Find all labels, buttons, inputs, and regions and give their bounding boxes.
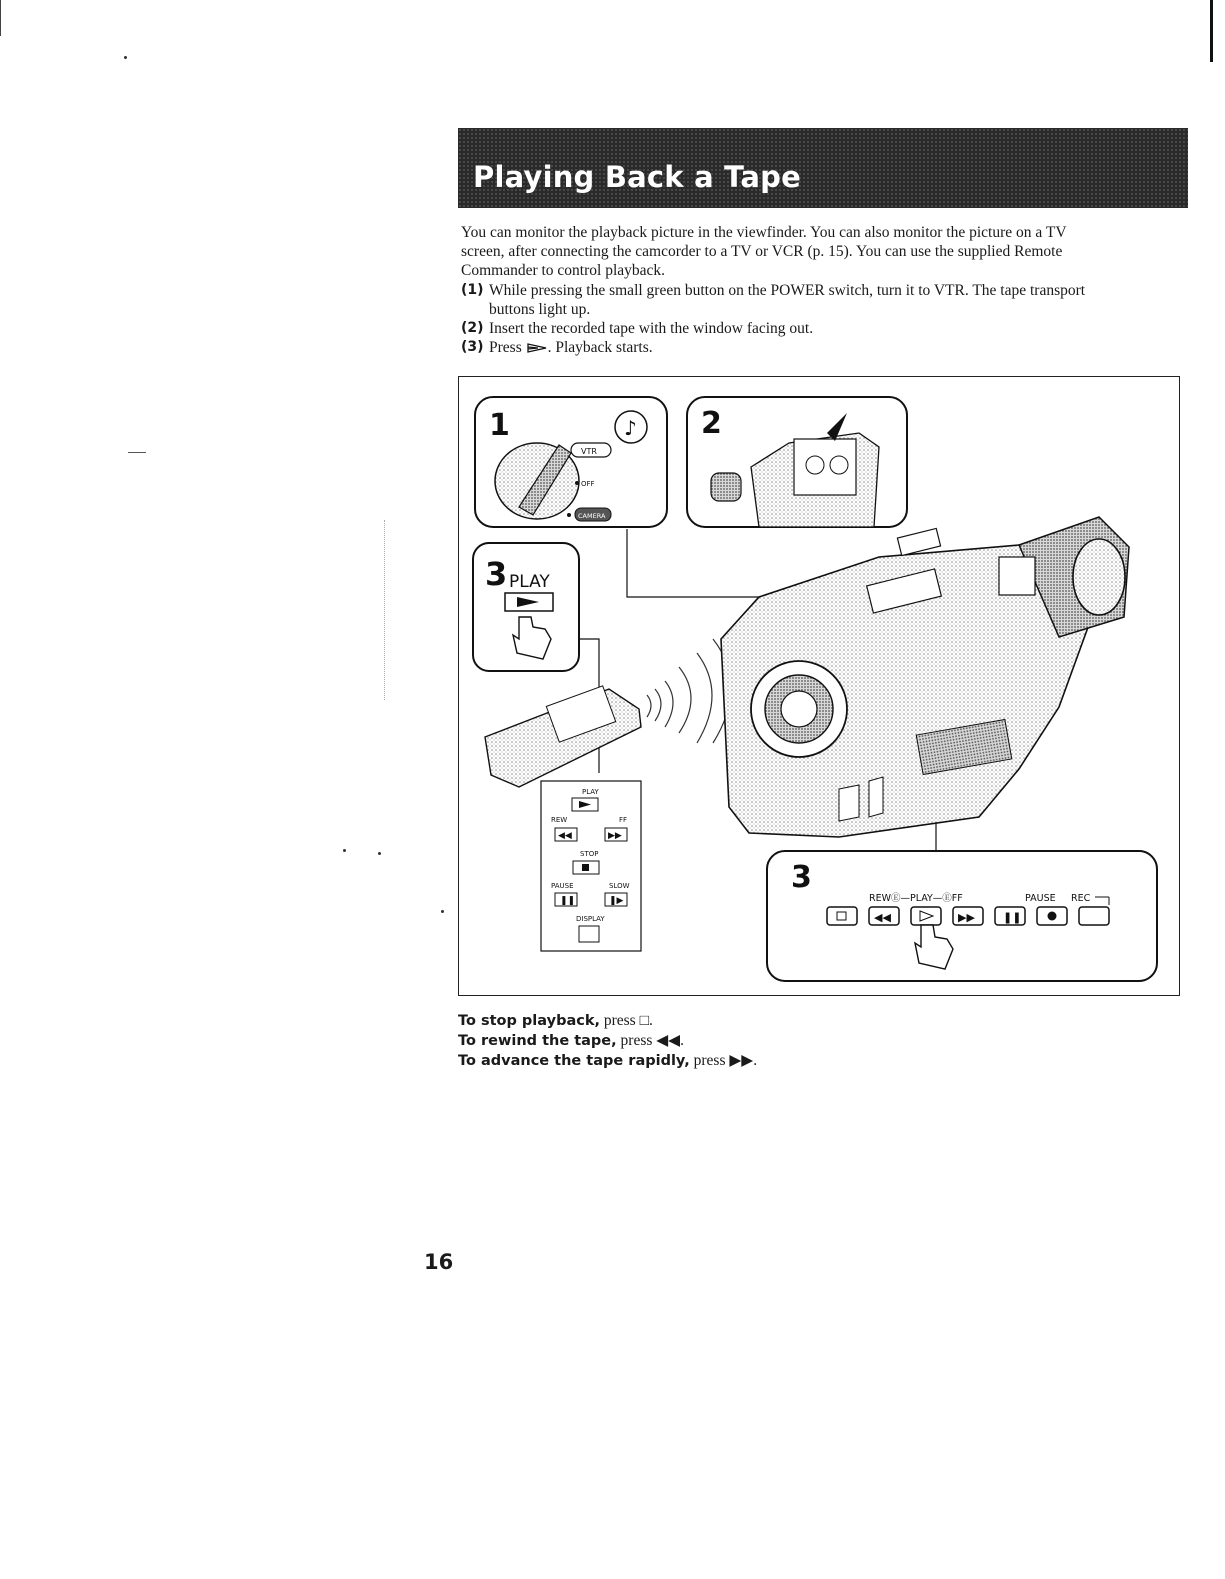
playback-notes <box>458 1011 1158 1071</box>
page-title: Playing Back a Tape <box>473 160 801 194</box>
remote-buttons-inset <box>541 781 641 951</box>
svg-text:❚❚: ❚❚ <box>560 896 576 906</box>
scan-edge-right <box>1210 0 1213 62</box>
step-2 <box>461 319 1166 338</box>
scan-speck <box>441 910 444 913</box>
play-outline-icon <box>526 342 548 354</box>
panel-1-number: 1 <box>489 408 510 443</box>
intro-line: You can monitor the playback picture in the viewfinder. You can also monitor the picture on a TV <box>461 224 1067 241</box>
step-number: (2) <box>461 320 484 336</box>
intro-line: screen, after connecting the camcorder to a TV or VCR (p. 15). You can use the supplied Remote <box>461 243 1063 260</box>
step-text: While pressing the small green button on the POWER switch, turn it to VTR. The tape transport <box>489 282 1086 299</box>
scan-mark <box>128 452 146 453</box>
cam-play-button-icon <box>911 907 941 925</box>
viewfinder-eyecup-icon <box>1073 539 1125 615</box>
panel-3-camcorder-buttons <box>767 851 1157 981</box>
svg-text:♪: ♪ <box>624 416 637 440</box>
panel-3-play-button <box>473 543 579 671</box>
cam-extra-button-icon <box>1079 907 1109 925</box>
remote-slow-label: SLOW <box>609 882 630 890</box>
fast-forward-symbol: ▶▶. <box>729 1052 758 1069</box>
remote-stop-label: STOP <box>580 850 599 858</box>
cam-pause-label: PAUSE <box>1025 893 1056 904</box>
step-3 <box>461 338 1166 357</box>
switch-off-label: OFF <box>581 480 595 488</box>
scan-dotted-line <box>384 520 385 700</box>
panel-2-number: 2 <box>701 406 722 441</box>
svg-text:◀◀: ◀◀ <box>558 831 572 841</box>
remote-play-label: PLAY <box>582 788 599 796</box>
step-number: (3) <box>461 339 484 355</box>
remote-display-label: DISPLAY <box>576 915 605 923</box>
step-number: (1) <box>461 282 484 298</box>
panel-3a-label: PLAY <box>509 572 550 592</box>
switch-vtr-label: VTR <box>581 447 597 456</box>
intro-line: Commander to control playback. <box>461 262 666 279</box>
note-fast-forward: To advance the tape rapidly, press ▶▶. <box>458 1052 758 1069</box>
scan-edge-left <box>0 0 1 36</box>
camcorder-illustration <box>721 517 1129 837</box>
scan-speck <box>343 849 346 852</box>
intro-paragraph <box>461 223 1166 280</box>
page-number: 16 <box>424 1250 454 1274</box>
step-text: . Playback starts. <box>547 339 653 356</box>
note-stop: To stop playback, press □. <box>458 1012 653 1029</box>
remote-ff-label: FF <box>619 816 628 824</box>
panel-1-power-switch <box>475 397 667 527</box>
panel-2-cassette <box>687 397 907 527</box>
svg-text:▶▶: ▶▶ <box>608 831 622 841</box>
title-banner <box>458 128 1188 208</box>
switch-camera-label: CAMERA <box>578 512 606 520</box>
step-1 <box>461 281 1166 319</box>
panel-3a-number: 3 <box>485 555 508 593</box>
svg-text:▶▶: ▶▶ <box>958 911 975 924</box>
svg-text:◀◀: ◀◀ <box>874 911 891 924</box>
step-text: Press <box>489 339 522 356</box>
figure-drawing <box>459 377 1181 997</box>
cam-rew-play-ff-label: REWⒺ—PLAY—ⒺFF <box>869 893 963 904</box>
cam-stop-button-icon <box>827 907 857 925</box>
panel-3b-number: 3 <box>791 860 812 895</box>
step-text: Insert the recorded tape with the window facing out. <box>489 320 814 337</box>
rewind-symbol: ◀◀. <box>656 1032 684 1049</box>
eyecup-icon <box>711 473 741 501</box>
remote-pause-label: PAUSE <box>551 882 574 890</box>
remote-rew-label: REW <box>551 816 568 824</box>
cam-rec-label: REC <box>1071 893 1091 904</box>
step-text: buttons light up. <box>489 301 591 318</box>
stop-symbol: □. <box>639 1012 653 1029</box>
steps-list <box>461 281 1166 357</box>
scan-speck <box>378 852 381 855</box>
svg-text:❚❚: ❚❚ <box>1003 911 1022 924</box>
scan-speck <box>124 56 127 59</box>
cassette-icon <box>794 439 856 495</box>
svg-text:❚▶: ❚▶ <box>609 896 624 906</box>
illustration-figure <box>458 376 1180 996</box>
infrared-signal-icon <box>647 639 731 743</box>
note-rewind: To rewind the tape, press ◀◀. <box>458 1032 684 1049</box>
